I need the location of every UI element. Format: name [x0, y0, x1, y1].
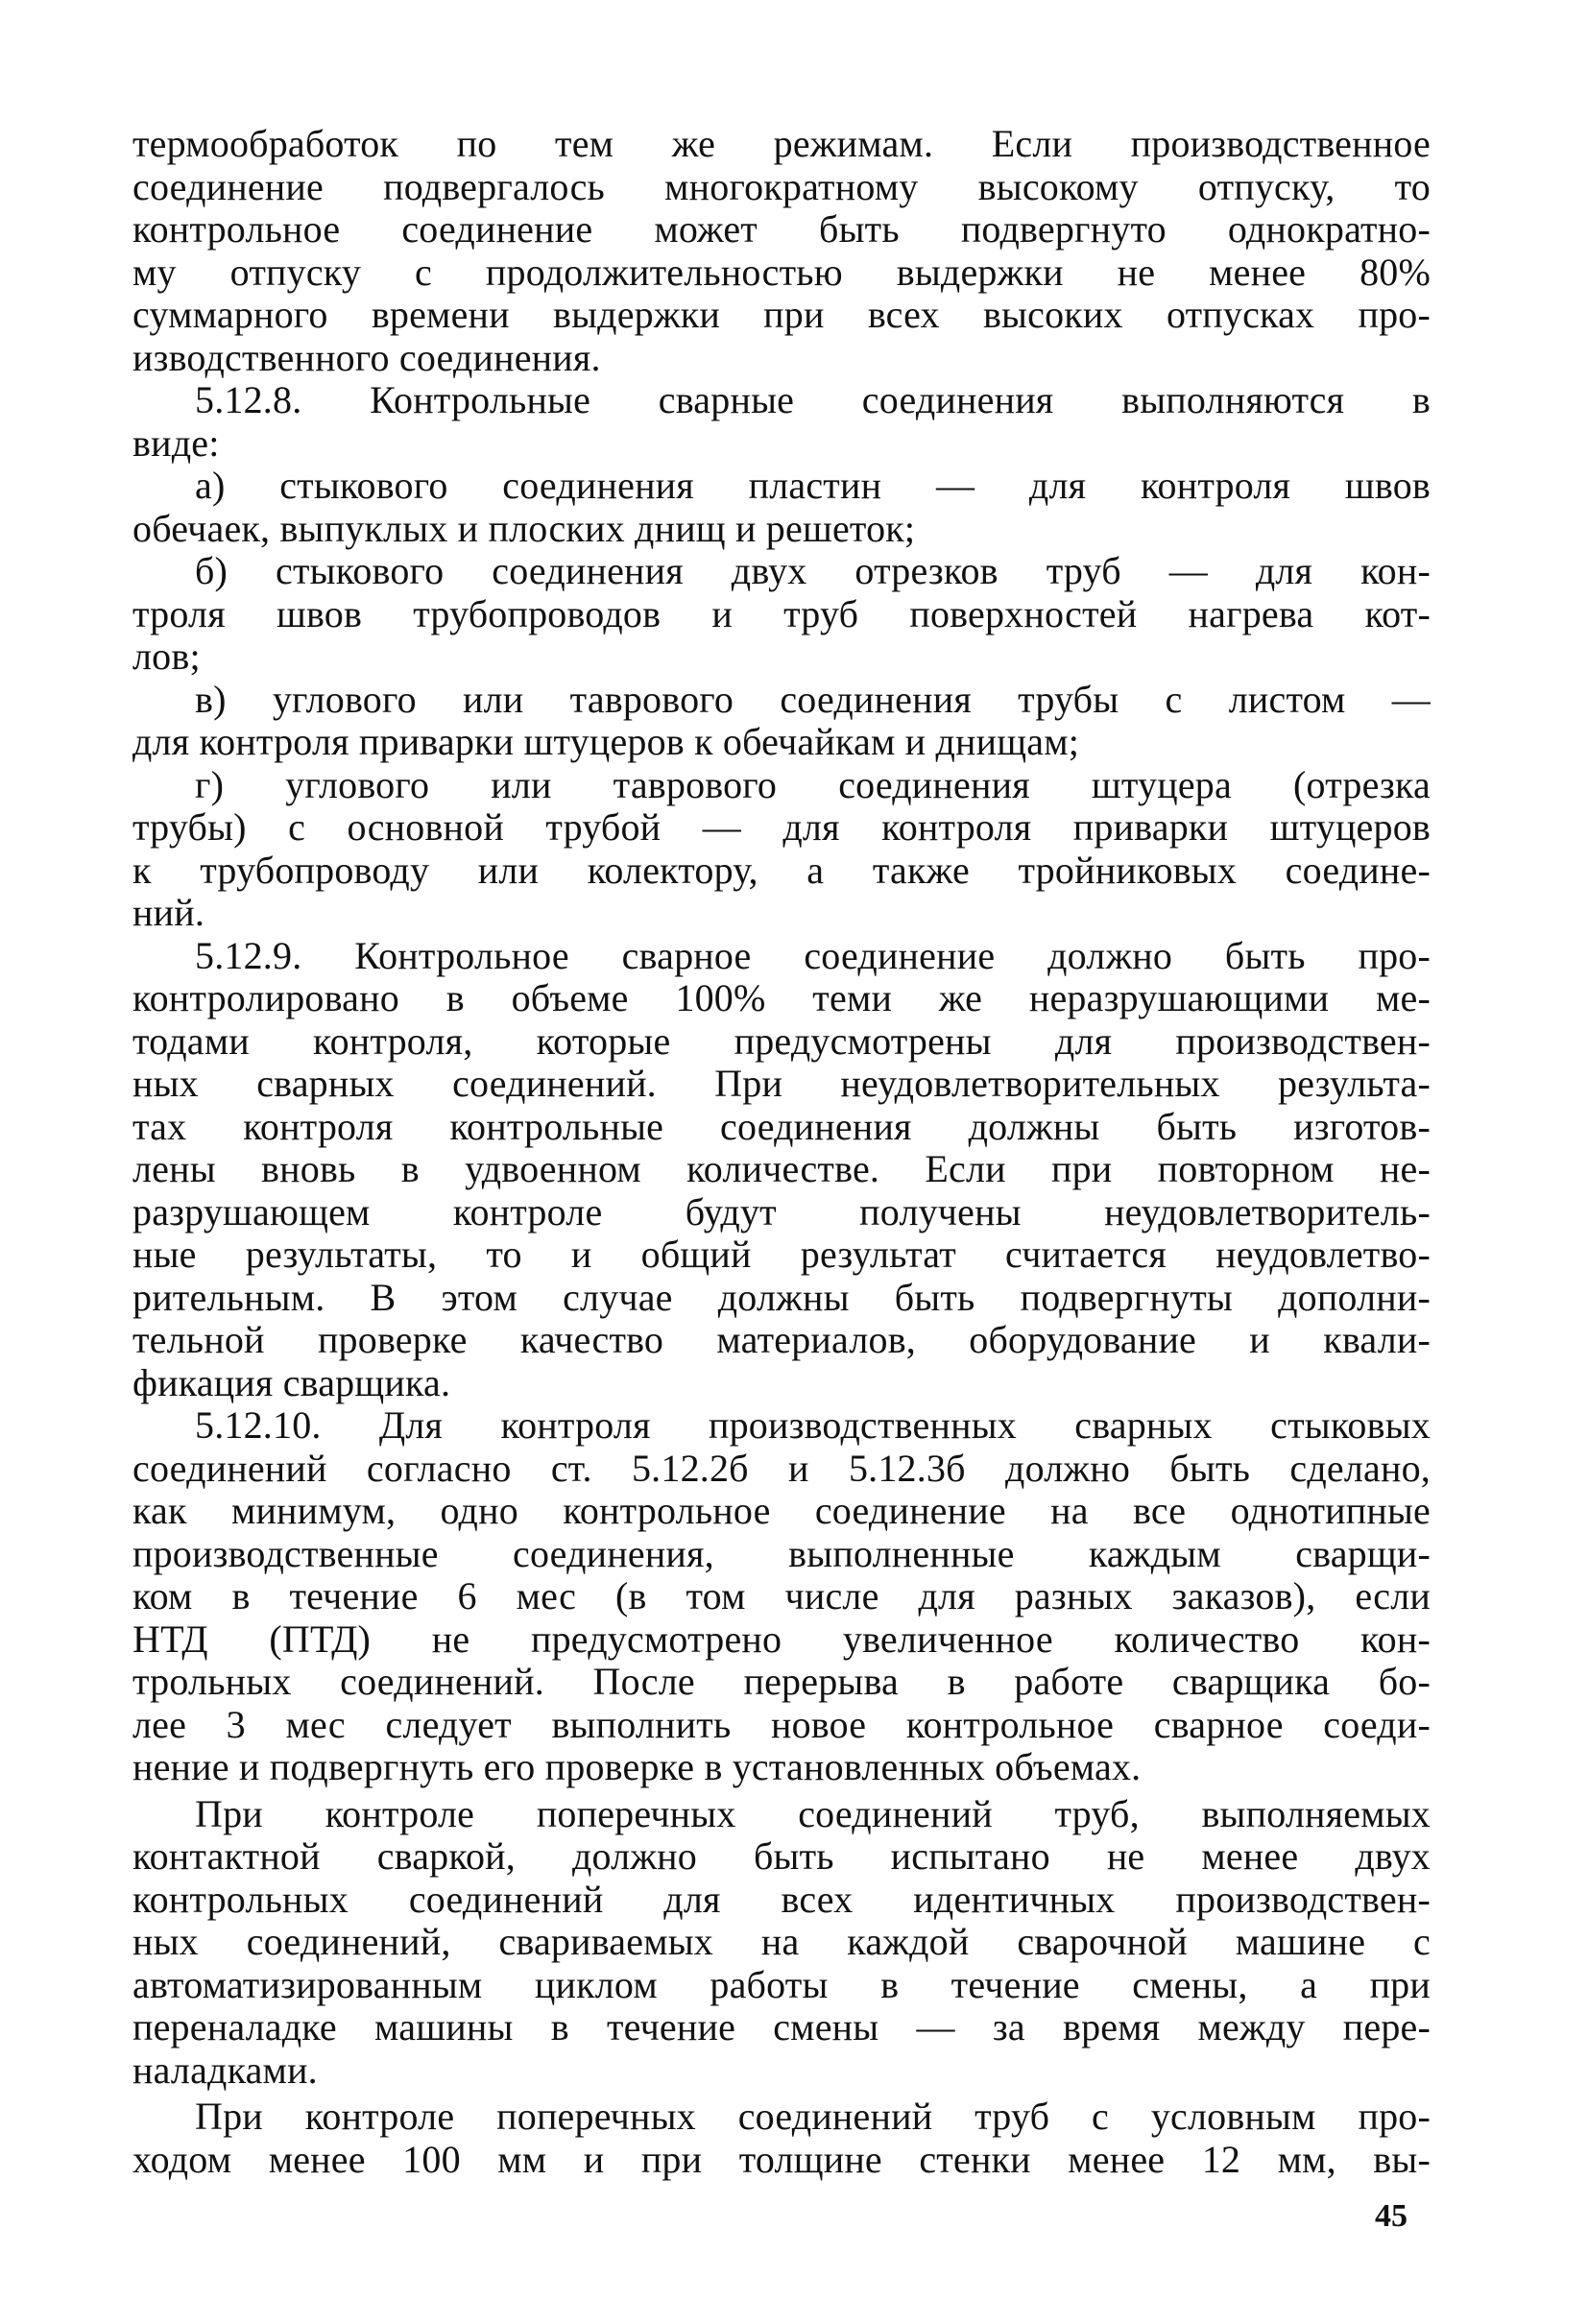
text-line: ные результаты, то и общий результат считается неудовлетво-	[132, 1233, 1431, 1276]
text-line: наладками.	[132, 2048, 318, 2092]
text-line: При контроле поперечных соединений труб с условным про-	[195, 2095, 1431, 2138]
body-text	[132, 123, 1431, 2181]
text-line: для контроля приварки штуцеров к обечайкам и днищам;	[132, 720, 1080, 763]
text-line: обечаек, выпуклых и плоских днищ и решеток;	[132, 506, 916, 550]
list-item-g	[132, 764, 1431, 935]
text-line: тельной проверке качество материалов, оборудование и квали-	[132, 1318, 1431, 1361]
text-line: в) углового или таврового соединения трубы с листом —	[195, 677, 1431, 721]
text-line: рительным. В этом случае должны быть подвергнуты дополни-	[132, 1275, 1431, 1319]
text-line: переналадке машины в течение смены — за время между пере-	[132, 2005, 1431, 2048]
paragraph-contact-welding	[132, 1793, 1431, 2093]
text-line: му отпуску с продолжительностью выдержки не менее 80%	[132, 250, 1431, 294]
text-line: г) углового или таврового соединения штуцера (отрезка	[195, 762, 1431, 806]
text-line: а) стыкового соединения пластин — для контроля швов	[195, 464, 1431, 507]
text-line: соединений согласно ст. 5.12.2б и 5.12.3б должно быть сделано,	[132, 1446, 1431, 1490]
text-line: 5.12.8. Контрольные сварные соединения выполняются в	[195, 378, 1431, 421]
text-line: производственные соединения, выполненные каждым сварщи-	[132, 1531, 1431, 1575]
text-line: тах контроля контрольные соединения должны быть изготов-	[132, 1104, 1431, 1148]
text-line: При контроле поперечных соединений труб, выполняемых	[195, 1791, 1431, 1835]
text-line: трубы) с основной трубой — для контроля приварки штуцеров	[132, 805, 1431, 849]
text-line: изводственного соединения.	[132, 335, 601, 379]
text-line: контактной сваркой, должно быть испытано не менее двух	[132, 1834, 1431, 1878]
paragraph-5-12-10	[132, 1404, 1431, 1789]
text-line: НТД (ПТД) не предусмотрено увеличенное количество кон-	[132, 1617, 1431, 1661]
text-line: фикация сварщика.	[132, 1360, 451, 1404]
text-line: контрольных соединений для всех идентичных производствен-	[132, 1877, 1431, 1921]
paragraph-5-12-8	[132, 379, 1431, 465]
text-line: разрушающем контроле будут получены неудовлетворитель-	[132, 1189, 1431, 1234]
text-line: контрольное соединение может быть подвергнуто однократно-	[132, 207, 1431, 251]
text-line: 5.12.10. Для контроля производственных сварных стыковых	[195, 1403, 1431, 1447]
text-line: ний.	[132, 891, 205, 934]
text-line: термообработок по тем же режимам. Если производственное	[132, 122, 1431, 165]
text-line: как минимум, одно контрольное соединение на все однотипные	[132, 1489, 1431, 1532]
text-line: лов;	[132, 635, 201, 678]
text-line: ных соединений, свариваемых на каждой сварочной машине с	[132, 1920, 1431, 1963]
text-line: тодами контроля, которые предусмотрены для производствен-	[132, 1018, 1431, 1063]
text-line: лее 3 мес следует выполнить новое контрольное сварное соеди-	[132, 1702, 1431, 1746]
text-line: 5.12.9. Контрольное сварное соединение должно быть про-	[195, 933, 1431, 977]
paragraph-5-12-9	[132, 935, 1431, 1405]
text-line: ных сварных соединений. При неудовлетворительных результа-	[132, 1062, 1431, 1105]
text-line: ходом менее 100 мм и при толщине стенки менее 12 мм, вы-	[132, 2137, 1431, 2181]
text-line: контролировано в объеме 100% теми же неразрушающими ме-	[132, 976, 1431, 1019]
paragraph-small-pipes	[132, 2096, 1431, 2181]
text-line: трольных соединений. После перерыва в работе сварщика бо-	[132, 1660, 1431, 1703]
list-item-b	[132, 550, 1431, 679]
text-line: ком в течение 6 мес (в том числе для разных заказов), если	[132, 1574, 1431, 1617]
text-line: нение и подвергнуть его проверке в установленных объемах.	[132, 1745, 1142, 1788]
text-line: б) стыкового соединения двух отрезков труб — для кон-	[195, 549, 1431, 592]
text-line: виде:	[132, 420, 220, 465]
list-item-v	[132, 679, 1431, 764]
page-number: 45	[1375, 2198, 1408, 2234]
paragraph-continuation	[132, 123, 1431, 379]
text-line: автоматизированным циклом работы в течение смены, а при	[132, 1962, 1431, 2006]
text-line: лены вновь в удвоенном количестве. Если при повторном не-	[132, 1147, 1431, 1190]
text-line: к трубопроводу или колектору, а также тройниковых соедине-	[132, 848, 1431, 892]
list-item-a	[132, 465, 1431, 550]
text-line: троля швов трубопроводов и труб поверхностей нагрева кот-	[132, 591, 1431, 635]
text-line: суммарного времени выдержки при всех высоких отпусках про-	[132, 293, 1431, 336]
text-line: соединение подвергалось многократному высокому отпуску, то	[132, 164, 1431, 208]
